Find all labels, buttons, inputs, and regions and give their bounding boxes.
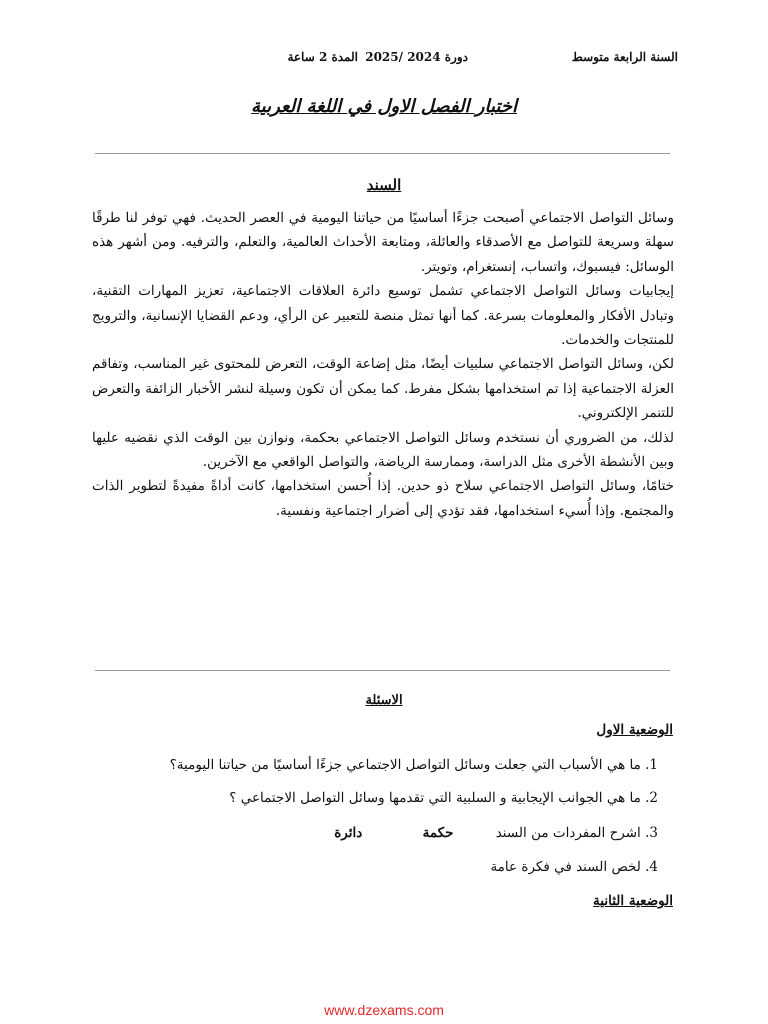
exam-header [150,50,678,68]
passage-paragraph: لكن، وسائل التواصل الاجتماعي سلبيات أيضًا، مثل إضاعة الوقت، التعرض للمحتوى غير المناسب، وتفاقم العزلة الاجتماعية إذا تم استخدامها بشكل مفرط. كما يمكن أن تكون وسيلة لنشر الأخبار الزائفة والتعرض للتنمر الإلكتروني. [92,356,674,422]
questions-heading: الاسئلة [365,693,403,708]
question-4: 4. لخص السند في فكرة عامة [490,859,658,875]
passage-paragraph: إيجابيات وسائل التواصل الاجتماعي تشمل توسيع دائرة العلاقات الاجتماعية، تعزيز المهارات التقنية، وتبادل الأفكار والمعلومات بسرعة. كما أنها تمثل منصة للتعبير عن الرأي، ودعم القضايا الإنسانية، والترويج للمنتجات والخدمات. [92,283,674,349]
passage-paragraph: ختامًا، وسائل التواصل الاجتماعي سلاح ذو حدين. إذا أُحسن استخدامها، كانت أداةً مفيدةً لتطوير الذات والمجتمع. وإذا أُسيء استخدامها، فقد تؤدي إلى أضرار اجتماعية ونفسية. [92,478,674,519]
divider-middle [95,670,670,671]
sanad-passage [92,206,674,523]
question-3 [334,825,658,841]
vocab-term: دائرة [334,825,363,841]
sanad-heading: السند [366,176,402,194]
question-2: 2. ما هي الجوانب الإيجابية و السلبية التي تقدمها وسائل التواصل الاجتماعي ؟ [229,790,658,806]
passage-paragraph: وسائل التواصل الاجتماعي أصبحت جزءًا أساسيًا من حياتنا اليومية في العصر الحديث. فهي توفر لنا طرقًا سهلة وسريعة للتواصل مع الأصدقاء والعائلة، ومتابعة الأحداث العالمية، والتعلم، والترفيه. ومن أشهر هذه الوسائل: فيسبوك، واتساب، إنستغرام، وتويتر. [92,210,674,275]
exam-title: اختبار الفصل الاول في اللغة العربية [251,96,517,117]
question-3-text: 3. اشرح المفردات من السند [495,825,658,841]
exam-duration: المدة 2 ساعة [287,50,358,64]
question-1: 1. ما هي الأسباب التي جعلت وسائل التواصل الاجتماعي جزءًا أساسيًا من حياتنا اليومية؟ [169,757,658,773]
grade-level: السنة الرابعة متوسط [571,50,678,64]
watermark-link[interactable]: www.dzexams.com [324,1002,444,1018]
divider-top [95,153,670,154]
vocab-term: حكمة [422,825,454,841]
exam-session: دورة 2024 /2025 [365,50,468,64]
situation-2-heading: الوضعية الثانية [593,893,673,909]
passage-paragraph: لذلك، من الضروري أن نستخدم وسائل التواصل الاجتماعي بحكمة، ونوازن بين الوقت الذي نقضيه عليها وبين الأنشطة الأخرى مثل الدراسة، وممارسة الرياضة، والتواصل الواقعي مع الآخرين. [92,429,674,471]
situation-1-heading: الوضعية الاول [596,722,673,738]
